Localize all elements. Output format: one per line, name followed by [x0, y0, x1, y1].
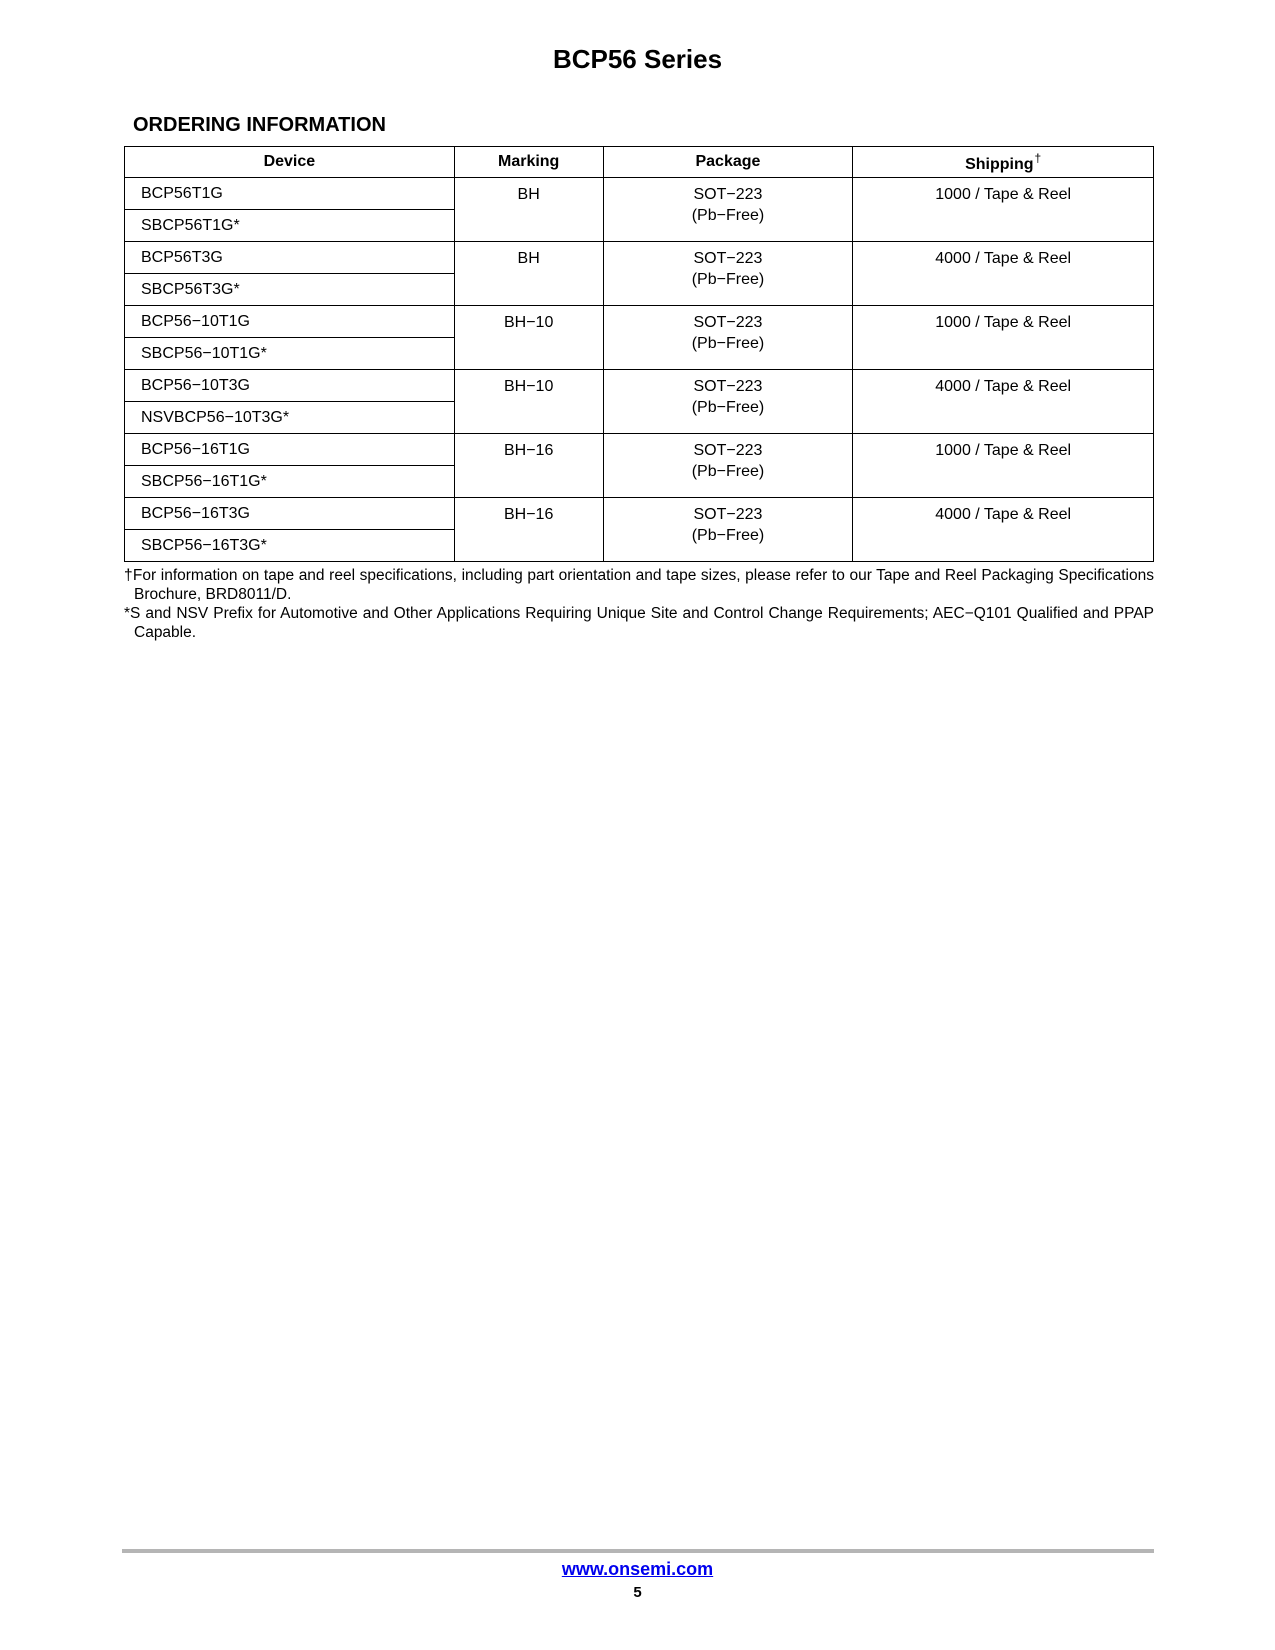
device-cell: BCP56−10T3G — [125, 370, 455, 402]
table-row — [125, 306, 1154, 338]
column-header-device: Device — [125, 147, 455, 178]
package-type: SOT−223 — [693, 186, 763, 203]
table-row — [125, 370, 1154, 402]
column-header-package: Package — [603, 147, 853, 178]
footnote-asterisk: *S and NSV Prefix for Automotive and Other Applications Requiring Unique Site and Control Change Requirements; AEC−Q101 Qualified and PPAP Capable. — [124, 605, 1154, 641]
shipping-cell: 1000 / Tape & Reel — [853, 306, 1154, 370]
marking-cell: BH−16 — [454, 498, 603, 562]
device-cell: SBCP56−16T3G* — [125, 530, 455, 562]
table-row — [125, 178, 1154, 210]
footnotes — [124, 566, 1154, 642]
website-link[interactable]: www.onsemi.com — [561, 1559, 714, 1579]
package-note: (Pb−Free) — [691, 207, 765, 224]
package-type: SOT−223 — [693, 250, 763, 267]
table-header-row — [125, 147, 1154, 178]
package-type: SOT−223 — [693, 378, 763, 395]
package-type: SOT−223 — [693, 506, 763, 523]
page-number: 5 — [633, 1584, 642, 1601]
package-note: (Pb−Free) — [691, 271, 765, 288]
page-title: BCP56 Series — [552, 44, 723, 74]
table-row — [125, 242, 1154, 274]
device-cell: BCP56T3G — [125, 242, 455, 274]
device-cell: SBCP56−16T1G* — [125, 466, 455, 498]
marking-cell: BH−10 — [454, 370, 603, 434]
package-type: SOT−223 — [693, 314, 763, 331]
device-cell: NSVBCP56−10T3G* — [125, 402, 455, 434]
package-note: (Pb−Free) — [691, 399, 765, 416]
shipping-cell: 4000 / Tape & Reel — [853, 370, 1154, 434]
table-row — [125, 498, 1154, 530]
device-cell: BCP56T1G — [125, 178, 455, 210]
marking-cell: BH — [454, 242, 603, 306]
dagger-mark: † — [1034, 150, 1042, 165]
device-cell: SBCP56T3G* — [125, 274, 455, 306]
package-cell — [603, 242, 853, 306]
shipping-cell: 1000 / Tape & Reel — [853, 434, 1154, 498]
ordering-information-table — [124, 146, 1154, 562]
column-header-marking: Marking — [454, 147, 603, 178]
marking-cell: BH−10 — [454, 306, 603, 370]
package-note: (Pb−Free) — [691, 463, 765, 480]
shipping-cell: 1000 / Tape & Reel — [853, 178, 1154, 242]
package-type: SOT−223 — [693, 442, 763, 459]
device-cell: BCP56−16T3G — [125, 498, 455, 530]
column-header-shipping — [853, 147, 1154, 178]
marking-cell: BH−16 — [454, 434, 603, 498]
shipping-cell: 4000 / Tape & Reel — [853, 498, 1154, 562]
table-row — [125, 434, 1154, 466]
package-cell — [603, 370, 853, 434]
device-cell: SBCP56−10T1G* — [125, 338, 455, 370]
footer-divider — [122, 1549, 1154, 1553]
marking-cell: BH — [454, 178, 603, 242]
package-cell — [603, 498, 853, 562]
shipping-label: Shipping — [965, 155, 1034, 173]
shipping-cell: 4000 / Tape & Reel — [853, 242, 1154, 306]
package-cell — [603, 306, 853, 370]
section-title: ORDERING INFORMATION — [133, 114, 386, 136]
device-cell: BCP56−16T1G — [125, 434, 455, 466]
package-note: (Pb−Free) — [691, 335, 765, 352]
footnote-dagger: †For information on tape and reel specifications, including part orientation and tape sizes, please refer to our Tape and Reel Packaging Specifications Brochure, BRD8011/D. — [124, 567, 1154, 603]
package-cell — [603, 178, 853, 242]
package-note: (Pb−Free) — [691, 527, 765, 544]
device-cell: BCP56−10T1G — [125, 306, 455, 338]
package-cell — [603, 434, 853, 498]
device-cell: SBCP56T1G* — [125, 210, 455, 242]
